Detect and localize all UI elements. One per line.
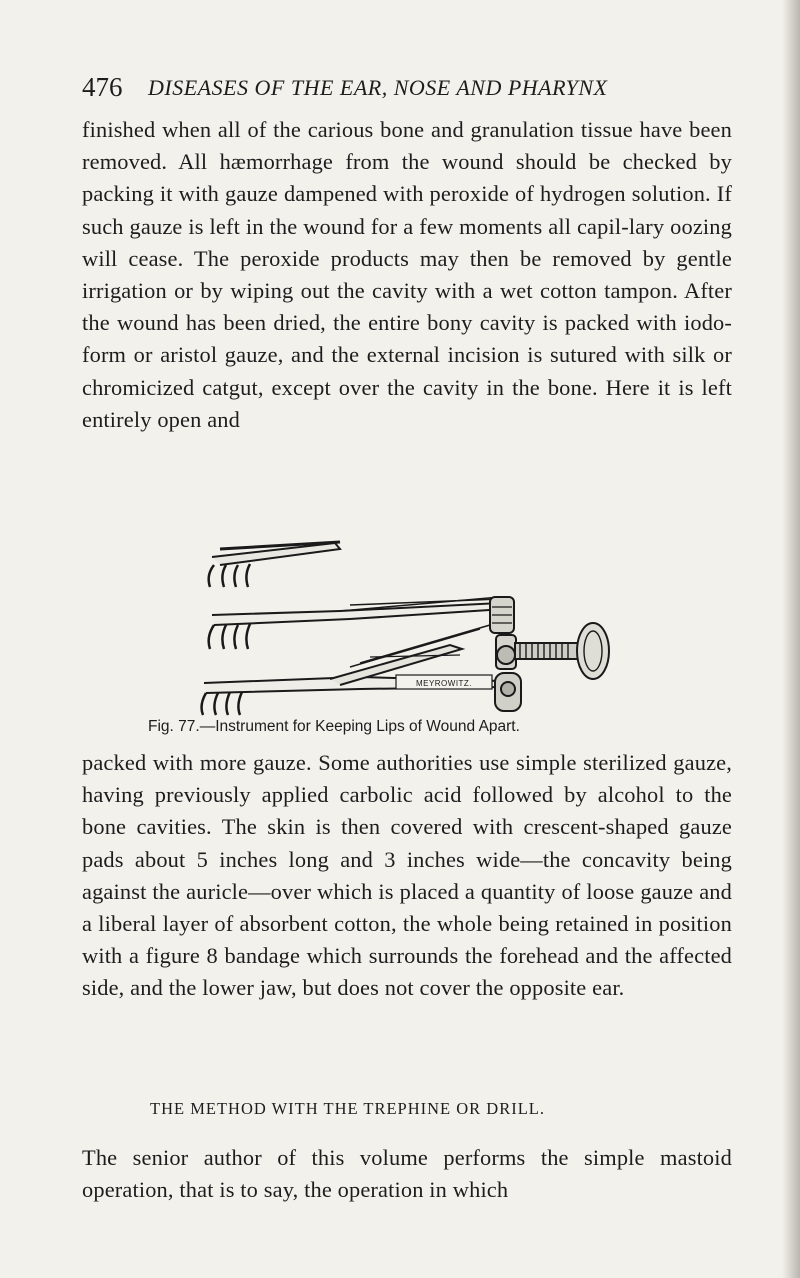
page-number: 476 — [82, 72, 123, 102]
figure-77-wound-retractor — [200, 537, 610, 717]
retractor-illustration — [200, 537, 610, 717]
paragraph-3: The senior author of this volume performs the simple mastoid operation, that is to say, the operation in which — [82, 1145, 732, 1203]
maker-mark: MEYROWITZ. — [415, 679, 473, 688]
figure-caption: Fig. 77.—Instrument for Keeping Lips of Wound Apart. — [148, 718, 520, 735]
page-edge-shadow — [782, 0, 800, 1278]
page-header — [82, 70, 722, 104]
paragraph-2: packed with more gauze. Some authorities use simple sterilized gauze, having previously applied carbolic acid followed by alcohol to the bone cavities. The skin is then covered with crescent-shaped gauze pads about 5 inches long and 3 inches wide—the concavity being against the auricle—over which is placed a quantity of loose gauze and a liberal layer of absorbent cotton, the whole being retained in position with a figure 8 bandage which surrounds the forehead and the affected side, and the lower jaw, but does not cover the opposite ear. — [82, 750, 732, 1001]
running-head: DISEASES OF THE EAR, NOSE AND PHARYNX — [148, 75, 608, 100]
section-heading: THE METHOD WITH THE TREPHINE OR DRILL. — [150, 1099, 546, 1118]
paragraph-1: finished when all of the carious bone and granulation tissue have been removed. All hæmorrhage from the wound should be checked by packing it with gauze dampened with peroxide of hydrogen solution. If such gauze is left in the wound for a few moments all capil-lary oozing will cease. The peroxide products may then be removed by gentle irrigation or by wiping out the cavity with a wet cotton tampon. After the wound has been dried, the entire bony cavity is packed with iodo-form or aristol gauze, and the external incision is sutured with silk or chromicized catgut, except over the cavity in the bone. Here it is left entirely open and — [82, 117, 732, 432]
